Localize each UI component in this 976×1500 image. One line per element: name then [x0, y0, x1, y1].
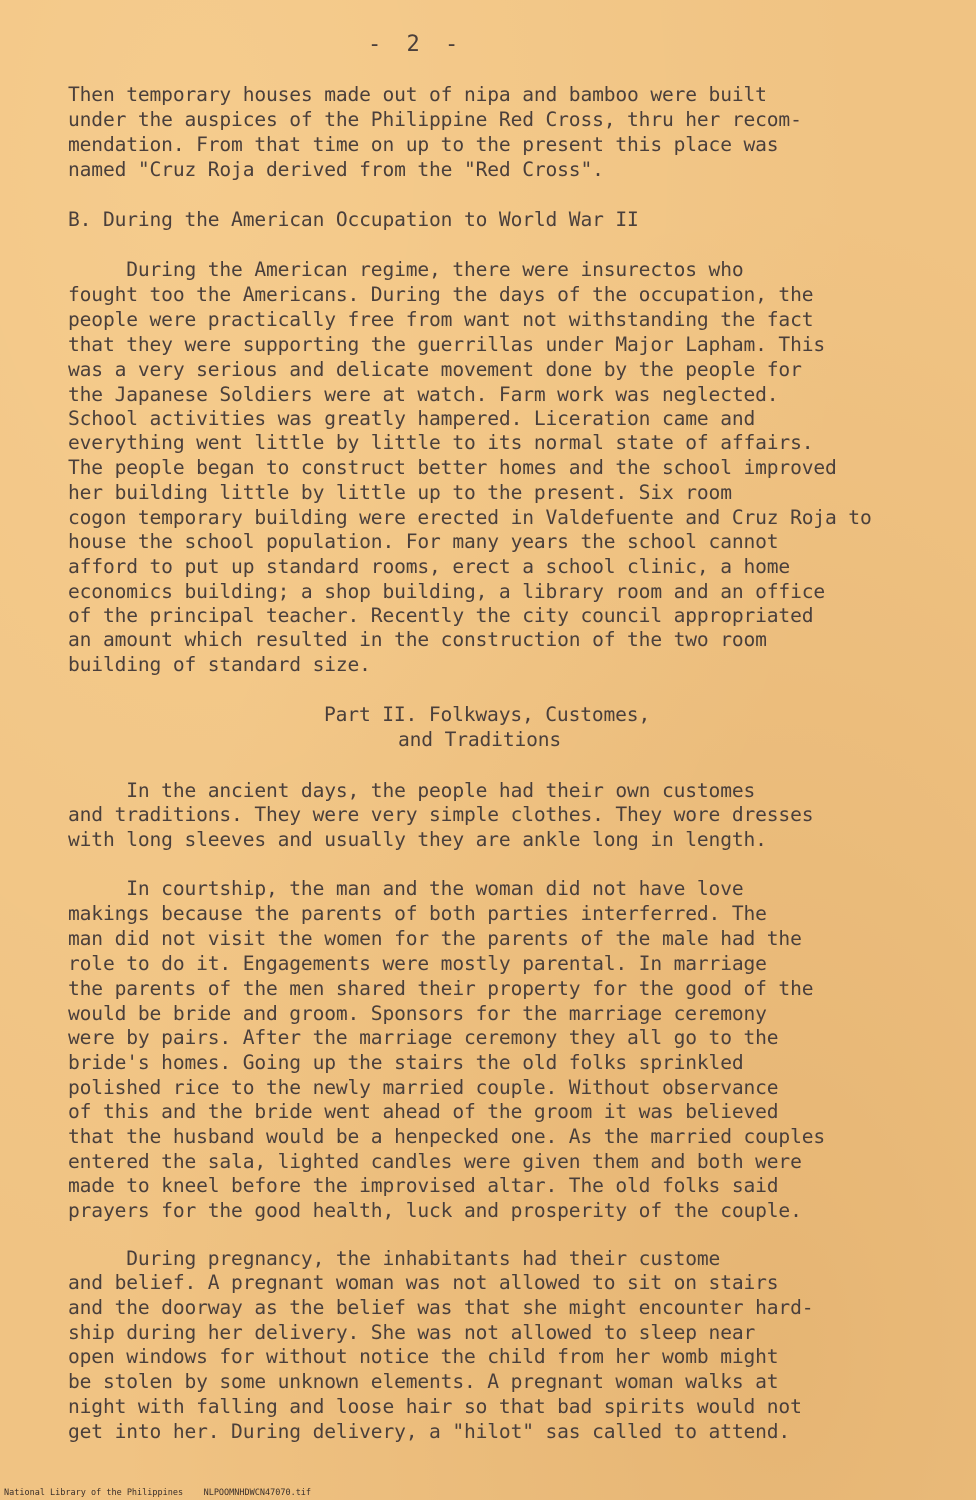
part-title: Part II. Folkways, Customes, — [324, 703, 651, 726]
intro-line: Then temporary houses made out of nipa and bamboo were built — [68, 83, 767, 106]
paragraph-line: man did not visit the women for the parents of the male had the — [68, 927, 802, 950]
paragraph-line: During pregnancy, the inhabitants had their custome — [68, 1247, 721, 1270]
paragraph-line: bride's homes. Going up the stairs the old folks sprinkled — [68, 1051, 744, 1074]
paragraph-line: be stolen by some unknown elements. A pregnant woman walks at — [68, 1370, 779, 1393]
paragraph-line: prayers for the good health, luck and prosperity of the couple. — [68, 1199, 802, 1222]
paragraph-line: night with falling and loose hair so that bad spirits would not — [68, 1395, 802, 1418]
paragraph-line: fought too the Americans. During the days of the occupation, the — [68, 283, 814, 306]
paragraph-line: The people began to construct better homes and the school improved — [68, 456, 837, 479]
paragraph-line: and the doorway as the belief was that she might encounter hard- — [68, 1296, 814, 1319]
paragraph-line: people were practically free from want not withstanding the fact — [68, 308, 814, 331]
intro-line: mendation. From that time on up to the present this place was — [68, 133, 779, 156]
paragraph-line: and traditions. They were very simple clothes. They wore dresses — [68, 803, 814, 826]
paragraph-line: entered the sala, lighted candles were given them and both were — [68, 1150, 802, 1173]
paragraph-line: that the husband would be a henpecked one. As the married couples — [68, 1125, 826, 1148]
paragraph-line: everything went little by little to its normal state of affairs. — [68, 431, 814, 454]
paragraph-line: made to kneel before the improvised altar. The old folks said — [68, 1174, 779, 1197]
paragraph-line: polished rice to the newly married couple. Without observance — [68, 1076, 779, 1099]
paragraph-line: economics building; a shop building, a library room and an office — [68, 580, 826, 603]
paragraph-line: get into her. During delivery, a "hilot" sas called to attend. — [68, 1420, 791, 1443]
paragraph-line: In courtship, the man and the woman did not have love — [68, 877, 744, 900]
paragraph-line: and belief. A pregnant woman was not allowed to sit on stairs — [68, 1271, 779, 1294]
page-number: - 2 - — [368, 32, 465, 57]
paragraph-line: ship during her delivery. She was not allowed to sleep near — [68, 1321, 756, 1344]
paragraph-line: open windows for without notice the child from her womb might — [68, 1345, 779, 1368]
paragraph-line: with long sleeves and usually they are ankle long in length. — [68, 828, 767, 851]
intro-line: named "Cruz Roja derived from the "Red Cross". — [68, 158, 604, 181]
paragraph-line: In the ancient days, the people had their own customes — [68, 779, 756, 802]
paragraph-line: School activities was greatly hampered. Liceration came and — [68, 407, 756, 430]
paragraph-line: During the American regime, there were insurectos who — [68, 258, 744, 281]
paragraph-line: that they were supporting the guerrillas under Major Lapham. This — [68, 333, 826, 356]
paragraph-line: makings because the parents of both parties interferred. The — [68, 902, 767, 925]
paragraph-line: would be bride and groom. Sponsors for the marriage ceremony — [68, 1002, 767, 1025]
section-heading: B. During the American Occupation to World War II — [68, 208, 639, 231]
paragraph-line: afford to put up standard rooms, erect a school clinic, a home — [68, 555, 791, 578]
paragraph-line: an amount which resulted in the construction of the two room — [68, 628, 767, 651]
paragraph-line: cogon temporary building were erected in Valdefuente and Cruz Roja to — [68, 506, 872, 529]
paragraph-line: building of standard size. — [68, 653, 371, 676]
footer-caption: National Library of the Philippines NLPOOMNHDWCN47070.tif — [4, 1488, 312, 1498]
paragraph-line: was a very serious and delicate movement done by the people for — [68, 358, 802, 381]
paragraph-line: of this and the bride went ahead of the groom it was believed — [68, 1100, 779, 1123]
paragraph-line: of the principal teacher. Recently the city council appropriated — [68, 604, 814, 627]
paragraph-line: the Japanese Soldiers were at watch. Farm work was neglected. — [68, 383, 779, 406]
intro-line: under the auspices of the Philippine Red Cross, thru her recom- — [68, 108, 802, 131]
paragraph-line: were by pairs. After the marriage ceremony they all go to the — [68, 1026, 779, 1049]
paragraph-line: her building little by little up to the present. Six room — [68, 481, 732, 504]
paragraph-line: role to do it. Engagements were mostly parental. In marriage — [68, 952, 767, 975]
paragraph-line: house the school population. For many years the school cannot — [68, 530, 779, 553]
paragraph-line: the parents of the men shared their property for the good of the — [68, 977, 814, 1000]
part-title: and Traditions — [398, 728, 562, 751]
